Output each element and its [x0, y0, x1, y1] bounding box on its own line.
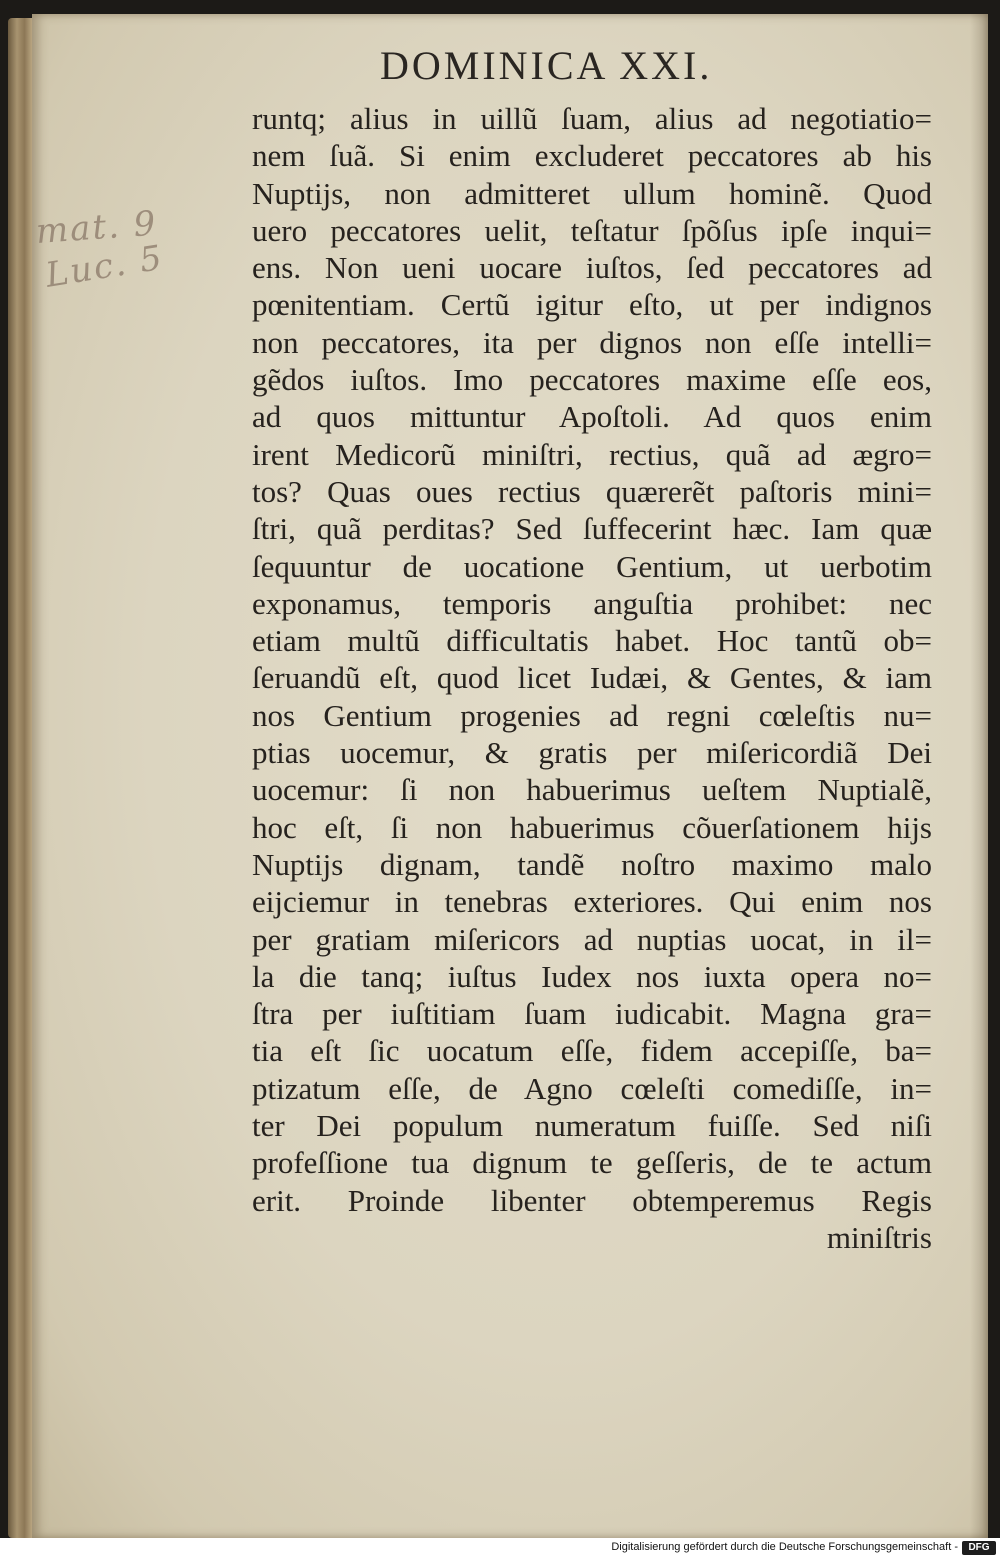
text-line: nos Gentium progenies ad regni cœleſtis nu=	[252, 697, 932, 733]
text-line: Nuptijs dignam, tandẽ noſtro maximo malo	[252, 846, 932, 882]
text-block	[252, 100, 932, 1256]
running-head: DOMINICA XXI.	[380, 43, 713, 88]
catchword: miniſtris	[826, 1219, 932, 1255]
text-line: eijciemur in tenebras exteriores. Qui enim nos	[252, 884, 932, 920]
text-line: profeſſione tua dignum te geſſeris, de te actum	[252, 1145, 932, 1181]
text-line: per gratiam miſericors ad nuptias uocat, in il=	[252, 921, 932, 957]
text-line: etiam multũ difficultatis habet. Hoc tantũ ob=	[252, 623, 932, 659]
text-line: runtq; alius in uillũ ſuam, alius ad negotiatio=	[252, 101, 932, 136]
text-line: la die tanq; iuſtus Iudex nos iuxta opera no=	[252, 958, 932, 994]
text-line: exponamus, temporis anguſtia prohibet: nec	[252, 585, 932, 621]
text-line: non peccatores, ita per dignos non eſſe intelli=	[252, 324, 932, 360]
text-line: irent Medicorũ miniſtri, rectius, quã ad ægro=	[252, 436, 932, 472]
handwritten-margin-note	[34, 203, 246, 320]
text-line: Nuptijs, non admitteret ullum hominẽ. Quod	[252, 175, 932, 211]
text-line: ptias uocemur, & gratis per miſericordiã Dei	[252, 735, 932, 771]
text-line: gẽdos iuſtos. Imo peccatores maxime eſſe eos,	[252, 362, 932, 398]
text-line: nem ſuã. Si enim excluderet peccatores ab his	[252, 138, 932, 174]
text-line: tos? Quas oues rectius quærerẽt paſtoris mini=	[252, 473, 932, 509]
text-line: ſeruandũ eſt, quod licet Iudæi, & Gentes, & iam	[252, 660, 932, 696]
footer-credit-bar	[0, 1538, 1000, 1558]
dfg-logo[interactable]: DFG	[962, 1541, 996, 1555]
text-line: uocemur: ſi non habuerimus ueſtem Nuptialẽ,	[252, 772, 932, 808]
text-line: ſtra per iuſtitiam ſuam iudicabit. Magna gra=	[252, 996, 932, 1032]
text-line: ſequuntur de uocatione Gentium, ut uerbotim	[252, 548, 932, 584]
text-line: ptizatum eſſe, de Agno cœleſti comediſſe, in=	[252, 1070, 932, 1106]
text-line: ad quos mittuntur Apoſtoli. Ad quos enim	[252, 399, 932, 435]
text-line: hoc eſt, ſi non habuerimus cõuerſationem hijs	[252, 809, 932, 845]
text-line: ens. Non ueni uocare iuſtos, ſed peccatores ad	[252, 250, 932, 286]
funding-credit: Digitalisierung gefördert durch die Deutsche Forschungsgemeinschaft -	[611, 1541, 958, 1553]
text-line: pœnitentiam. Certũ igitur eſto, ut per indignos	[252, 287, 932, 323]
text-line: ter Dei populum numeratum fuiſſe. Sed niſi	[252, 1108, 932, 1144]
margin-note-line: Luc. 5	[42, 237, 167, 296]
text-line: tia eſt ſic uocatum eſſe, fidem accepiſſe, ba=	[252, 1033, 932, 1069]
gutter-shadow	[970, 14, 988, 1538]
text-line: erit. Proinde libenter obtemperemus Regis	[252, 1182, 932, 1218]
text-line: ſtri, quã perditas? Sed ſuffecerint hæc. Iam quæ	[252, 511, 932, 547]
margin-note-line: mat. 9	[34, 203, 159, 252]
text-line: uero peccatores uelit, teſtatur ſpõſus ipſe inqui=	[252, 212, 932, 248]
